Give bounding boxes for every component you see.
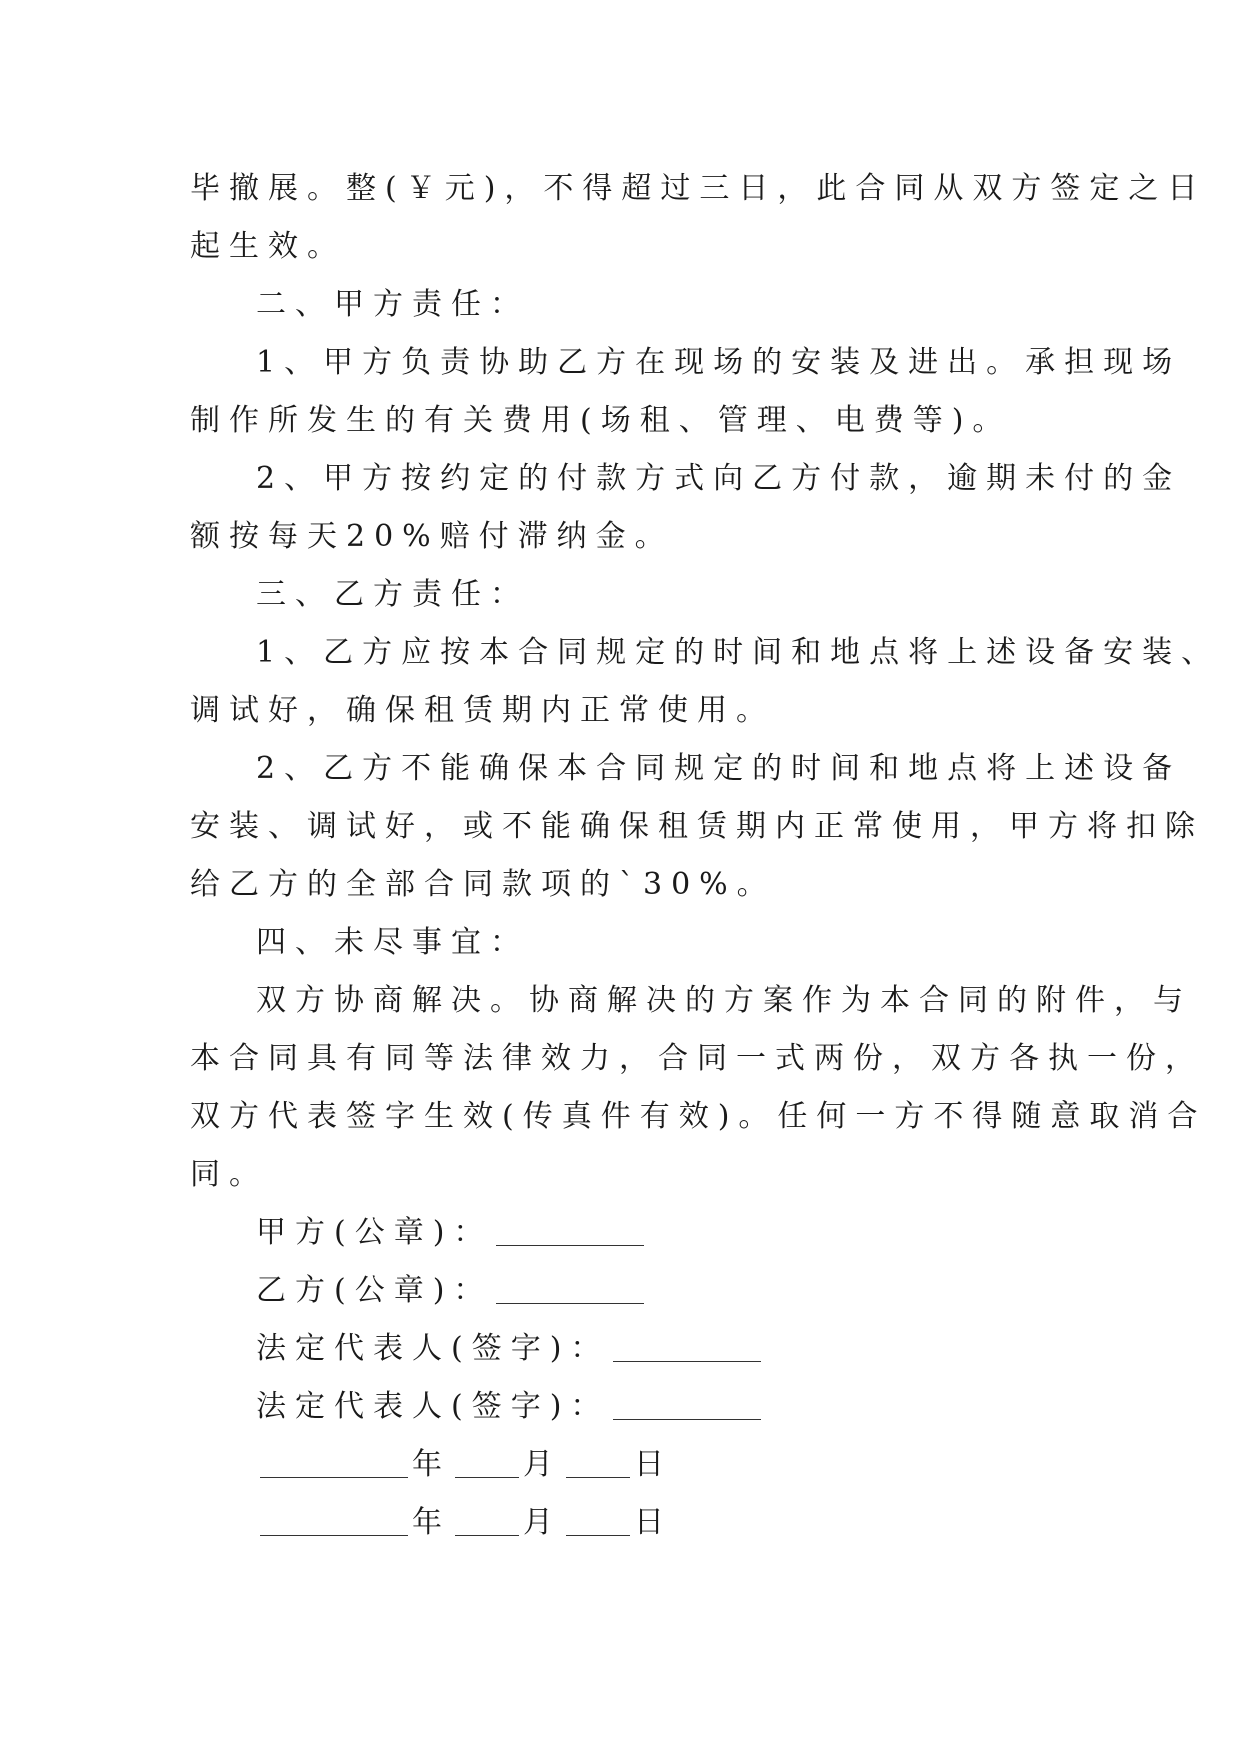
date-line-1 bbox=[190, 1436, 1060, 1494]
legal-rep-1-line bbox=[190, 1320, 1060, 1378]
date-1-year-label: 年 bbox=[412, 1447, 451, 1482]
party-a-seal-blank[interactable] bbox=[496, 1215, 644, 1246]
party-b-seal-line bbox=[190, 1262, 1060, 1320]
date-2-year-blank[interactable] bbox=[260, 1505, 408, 1536]
legal-rep-1-label: 法定代表人(签字)： bbox=[256, 1331, 610, 1366]
date-2-year-label: 年 bbox=[412, 1505, 451, 1540]
party-a-seal-label: 甲方(公章)： bbox=[256, 1215, 493, 1250]
party-a-seal-line bbox=[190, 1204, 1060, 1262]
date-line-2 bbox=[190, 1494, 1060, 1552]
party-b-seal-blank[interactable] bbox=[496, 1273, 644, 1304]
paragraph-line: 同。 bbox=[190, 1157, 268, 1192]
legal-rep-2-line bbox=[190, 1378, 1060, 1436]
legal-rep-2-blank[interactable] bbox=[613, 1389, 761, 1420]
document-page bbox=[190, 160, 1221, 1552]
paragraph-line: 本合同具有同等法律效力，合同一式两份，双方各执一份， bbox=[190, 1041, 1204, 1076]
paragraph-line: 1、甲方负责协助乙方在现场的安装及进出。承担现场 bbox=[256, 345, 1182, 380]
paragraph-line: 安装、调试好，或不能确保租赁期内正常使用，甲方将扣除 bbox=[190, 809, 1204, 844]
paragraph-line: 2、乙方不能确保本合同规定的时间和地点将上述设备 bbox=[256, 751, 1182, 786]
paragraph-line: 给乙方的全部合同款项的`30%。 bbox=[190, 867, 776, 902]
section-heading-other-matters: 四、未尽事宜： bbox=[256, 925, 529, 960]
paragraph-line: 毕撤展。整(￥元)，不得超过三日，此合同从双方签定之日 bbox=[190, 171, 1207, 206]
party-b-seal-label: 乙方(公章)： bbox=[256, 1273, 493, 1308]
date-1-month-blank[interactable] bbox=[455, 1447, 519, 1478]
date-1-day-blank[interactable] bbox=[566, 1447, 630, 1478]
paragraph-line: 制作所发生的有关费用(场租、管理、电费等)。 bbox=[190, 403, 1012, 438]
date-1-day-label: 日 bbox=[634, 1447, 673, 1482]
date-1-month-label: 月 bbox=[523, 1447, 562, 1482]
paragraph-line: 调试好，确保租赁期内正常使用。 bbox=[190, 693, 775, 728]
legal-rep-1-blank[interactable] bbox=[613, 1331, 761, 1362]
paragraph-line: 双方代表签字生效(传真件有效)。任何一方不得随意取消合 bbox=[190, 1099, 1207, 1134]
date-2-day-blank[interactable] bbox=[566, 1505, 630, 1536]
section-heading-party-a: 二、甲方责任： bbox=[256, 287, 529, 322]
date-1-year-blank[interactable] bbox=[260, 1447, 408, 1478]
section-heading-party-b: 三、乙方责任： bbox=[256, 577, 529, 612]
paragraph-line: 起生效。 bbox=[190, 229, 346, 264]
date-2-month-blank[interactable] bbox=[455, 1505, 519, 1536]
paragraph-line: 2、甲方按约定的付款方式向乙方付款，逾期未付的金 bbox=[256, 461, 1182, 496]
date-2-day-label: 日 bbox=[634, 1505, 673, 1540]
paragraph-line: 额按每天20%赔付滞纳金。 bbox=[190, 519, 674, 554]
paragraph-line: 双方协商解决。协商解决的方案作为本合同的附件，与 bbox=[256, 983, 1192, 1018]
date-2-month-label: 月 bbox=[523, 1505, 562, 1540]
paragraph-line: 1、乙方应按本合同规定的时间和地点将上述设备安装、 bbox=[256, 635, 1221, 670]
legal-rep-2-label: 法定代表人(签字)： bbox=[256, 1389, 610, 1424]
